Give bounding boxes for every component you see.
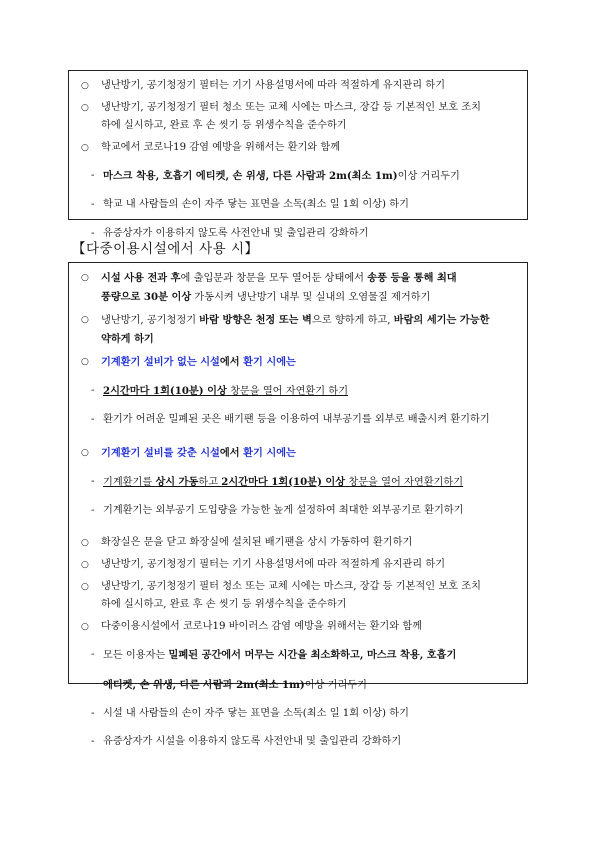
circle-bullet-icon: ○: [81, 315, 89, 325]
list-item-continuation: 하에 실시하고, 완료 후 손 씻기 등 위생수칙을 준수하기: [101, 599, 347, 611]
circle-bullet-icon: ○: [81, 538, 89, 549]
circle-bullet-icon: ○: [81, 81, 89, 91]
list-item-continuation: 하에 실시하고, 완료 후 손 씻기 등 위생수칙을 준수하기: [101, 120, 347, 131]
list-item: ○ 화장실은 문을 닫고 화장실에 설치된 배기팬을 상시 가동하여 환기하기: [79, 534, 517, 552]
sub-item: - 모든 이용자는 밀폐된 공간에서 머무는 시간을 최소화하고, 마스크 착용, 호흡기: [91, 649, 457, 662]
list-item: ○ 냉난방기, 공기청정기 필터는 기기 사용설명서에 따라 적절하게 유지관리 하기: [79, 556, 517, 574]
circle-bullet-icon: ○: [81, 560, 89, 571]
sub-item: - 학교 내 사람들의 손이 자주 닿는 표면을 소독(최소 일 1회 이상) 하기: [91, 199, 409, 211]
list-item: ○ 냉난방기, 공기청정기 필터는 기기 사용설명서에 따라 적절하게 유지관리 하기: [79, 77, 517, 95]
sub-item: - 마스크 착용, 호흡기 에티켓, 손 위생, 다른 사람과 2m(최소 1m)이상 거리두기: [91, 170, 460, 183]
circle-bullet-icon: ○: [81, 582, 89, 593]
sub-item: - 기계환기는 외부공기 도입량을 가능한 높게 설정하여 최대한 외부공기로 환기하기: [91, 504, 464, 516]
list-item: ○ 냉난방기, 공기청정기 바람 방향은 천정 또는 벽으로 향하게 하고, 바람의 세기는 가능한: [79, 311, 517, 330]
circle-bullet-icon: ○: [81, 273, 89, 283]
circle-bullet-icon: ○: [81, 447, 89, 458]
list-item-continuation: 풍량으로 30분 이상 가동시켜 냉난방기 내부 및 실내의 오염물질 제거하기: [101, 291, 431, 303]
sub-item: - 유증상자가 시설을 이용하지 않도록 사전안내 및 출입관리 강화하기: [91, 735, 402, 747]
sub-item: - 환기가 어려운 밀폐된 곳은 배기팬 등을 이용하여 내부공기를 외부로 배출시켜 환기하기: [91, 414, 490, 426]
school-guidelines-box: [68, 70, 528, 239]
circle-bullet-icon: ○: [81, 103, 89, 113]
list-item: ○ 냉난방기, 공기청정기 필터 청소 또는 교체 시에는 마스크, 장갑 등 기본적인 보호 조치: [79, 578, 517, 596]
circle-bullet-icon: ○: [81, 622, 89, 633]
list-item: ○ 학교에서 코로나19 감염 예방을 위해서는 환기와 함께: [79, 139, 517, 157]
list-item: ○ 기계환기 설비가 없는 시설에서 환기 시에는: [79, 353, 517, 372]
sub-item: - 유증상자가 이용하지 않도록 사전안내 및 출입관리 강화하기: [91, 227, 369, 239]
section-title: 【다중이용시설에서 사용 시】: [72, 241, 259, 257]
circle-bullet-icon: ○: [81, 143, 89, 153]
list-item: ○ 시설 사용 전과 후에 출입문과 창문을 모두 열어둔 상태에서 송풍 등을 통해 최대: [79, 269, 517, 288]
list-item-continuation: 약하게 하기: [101, 333, 154, 345]
sub-item: - 2시간마다 1회(10분) 이상 창문을 열어 자연환기 하기: [91, 385, 349, 398]
sub-item-continuation: 에티켓, 손 위생, 다른 사람과 2m(최소 1m)이상 거리두기: [103, 678, 367, 691]
sub-item: - 시설 내 사람들의 손이 자주 닿는 표면을 소독(최소 일 1회 이상) 하기: [91, 707, 409, 719]
list-item: ○ 기계환기 설비를 갖춘 시설에서 환기 시에는: [79, 444, 517, 463]
list-item: ○ 다중이용시설에서 코로나19 바이러스 감염 예방을 위해서는 환기와 함께: [79, 618, 517, 636]
facility-guidelines-box: [68, 262, 528, 747]
circle-bullet-icon: ○: [81, 357, 89, 367]
list-item: ○ 냉난방기, 공기청정기 필터 청소 또는 교체 시에는 마스크, 장갑 등 기본적인 보호 조치: [79, 99, 517, 117]
sub-item: - 기계환기를 상시 가동하고 2시간마다 1회(10분) 이상 창문을 열어 자연환기하기: [91, 475, 464, 488]
